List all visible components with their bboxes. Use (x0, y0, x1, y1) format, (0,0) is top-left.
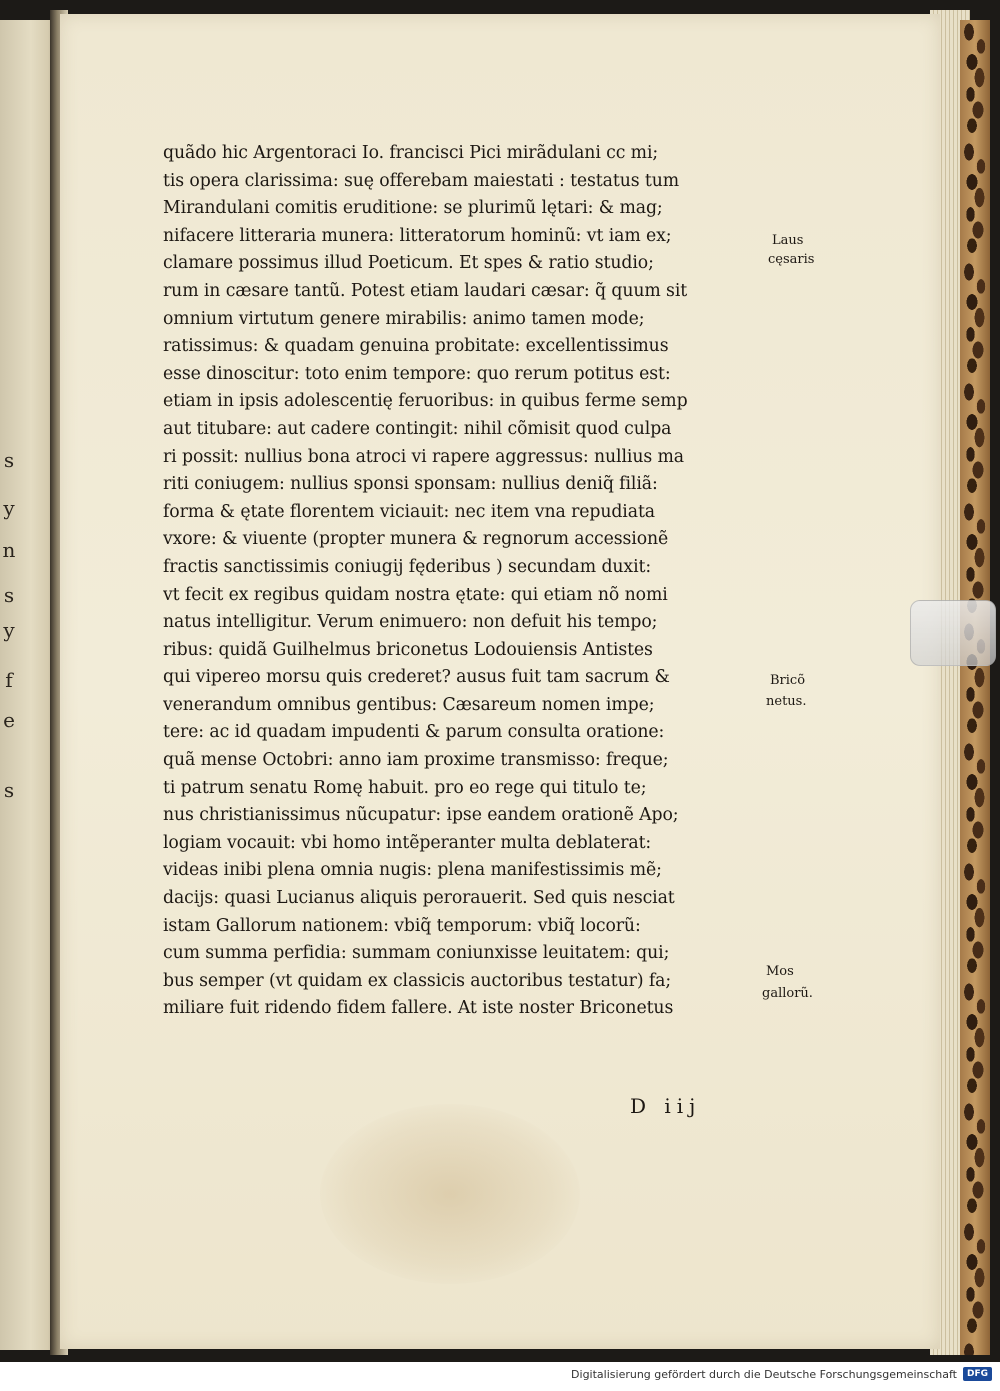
text-line: quã mense Octobri: anno iam proxime transmisso: freque; (163, 750, 669, 771)
credit-text: Digitalisierung gefördert durch die Deutsche Forschungsgemeinschaft (571, 1367, 957, 1381)
text-line: videas inibi plena omnia nugis: plena manifestissimis mẽ; (163, 860, 662, 881)
text-line: venerandum omnibus gentibus: Cæsareum nomen impe; (163, 694, 655, 715)
page-text-block (163, 140, 775, 1023)
left-page-fragment: e (3, 708, 15, 732)
text-line: fractis sanctissimis coniugij fęderibus ) secundam duxit: (163, 556, 652, 577)
text-line: cum summa perfidia: summam coniunxisse leuitatem: qui; (163, 943, 670, 964)
text-line: istam Gallorum nationem: vbiq̃ temporum: vbiq̃ locorũ: (163, 915, 641, 936)
text-line: Mirandulani comitis eruditione: se plurimũ lętari: & mag; (163, 198, 663, 219)
page-clip (910, 600, 996, 666)
margin-note-mos: Mos (766, 964, 794, 979)
text-line: ri possit: nullius bona atroci vi rapere aggressus: nullius ma (163, 446, 685, 467)
water-stain (320, 1104, 580, 1284)
text-line: vxore: & viuente (propter munera & regnorum accessionẽ (163, 529, 669, 550)
text-line: natus intelligitur. Verum enimuero: non defuit his tempo; (163, 612, 658, 633)
dfg-logo-icon: DFG (963, 1367, 992, 1381)
margin-note-gallorum: gallorũ. (762, 986, 813, 1001)
digitization-credit (571, 1367, 992, 1381)
left-page-fragment: n (2, 538, 16, 562)
text-line: rum in cæsare tantũ. Potest etiam laudari cæsar: q̃ quum sit (163, 280, 688, 301)
text-line: riti coniugem: nullius sponsi sponsam: nullius deniq̃ filiã: (163, 474, 658, 495)
text-line: ribus: quidã Guilhelmus briconetus Lodouiensis Antistes (163, 639, 653, 660)
left-page-fragment: s (3, 583, 15, 607)
text-line: quãdo hic Argentoraci Io. francisci Pici mirãdulani cc mi; (163, 143, 659, 163)
margin-note-brico: Bricõ (770, 673, 806, 688)
text-line: ratissimus: & quadam genuina probitate: excellentissimus (163, 336, 669, 357)
text-line: tis opera clarissima: suę offerebam maiestati : testatus tum (163, 170, 680, 191)
text-line: etiam in ipsis adolescentię feruoribus: in quibus ferme semp (163, 391, 688, 412)
text-line: logiam vocauit: vbi homo intẽperanter multa deblaterat: (163, 832, 652, 853)
marbled-book-edge (960, 20, 990, 1355)
text-line: nus christianissimus nũcupatur: ipse eandem orationẽ Apo; (163, 805, 679, 826)
text-line: qui vipereo morsu quis crederet? ausus fuit tam sacrum & (163, 667, 670, 688)
text-line: clamare possimus illud Poeticum. Et spes & ratio studio; (163, 253, 654, 274)
previous-page-edge (0, 20, 56, 1350)
text-line: esse dinoscitur: toto enim tempore: quo rerum potitus est: (163, 363, 671, 384)
text-line: dacijs: quasi Lucianus aliquis perorauerit. Sed quis nesciat (163, 888, 675, 909)
signature-mark: D iij (630, 1094, 702, 1118)
text-line: aut titubare: aut cadere contingit: nihil cõmisit quod culpa (163, 418, 672, 439)
text-line: miliare fuit ridendo fidem fallere. At iste noster Briconetus (163, 998, 674, 1019)
text-line: vt fecit ex regibus quidam nostra ętate: qui etiam nõ nomi (163, 584, 668, 605)
left-page-fragment: y (3, 618, 15, 642)
left-page-fragment: f (5, 668, 13, 692)
margin-note-laus: Laus (772, 233, 804, 248)
text-line: bus semper (vt quidam ex classicis auctoribus testatur) fa; (163, 970, 672, 991)
text-line: nifacere litteraria munera: litteratorum hominũ: vt iam ex; (163, 225, 672, 246)
text-line: tere: ac id quadam impudenti & parum consulta oratione: (163, 722, 665, 743)
left-page-fragment: s (3, 448, 15, 472)
text-line: forma & ętate florentem viciauit: nec item vna repudiata (163, 501, 655, 522)
left-page-fragment: s (3, 778, 15, 802)
margin-note-cesaris: cęsaris (768, 252, 815, 267)
text-line: omnium virtutum genere mirabilis: animo tamen mode; (163, 308, 645, 329)
margin-note-netus: netus. (766, 694, 807, 709)
text-line: ti patrum senatu Romę habuit. pro eo rege qui titulo te; (163, 777, 647, 798)
left-page-fragment: y (3, 496, 15, 520)
